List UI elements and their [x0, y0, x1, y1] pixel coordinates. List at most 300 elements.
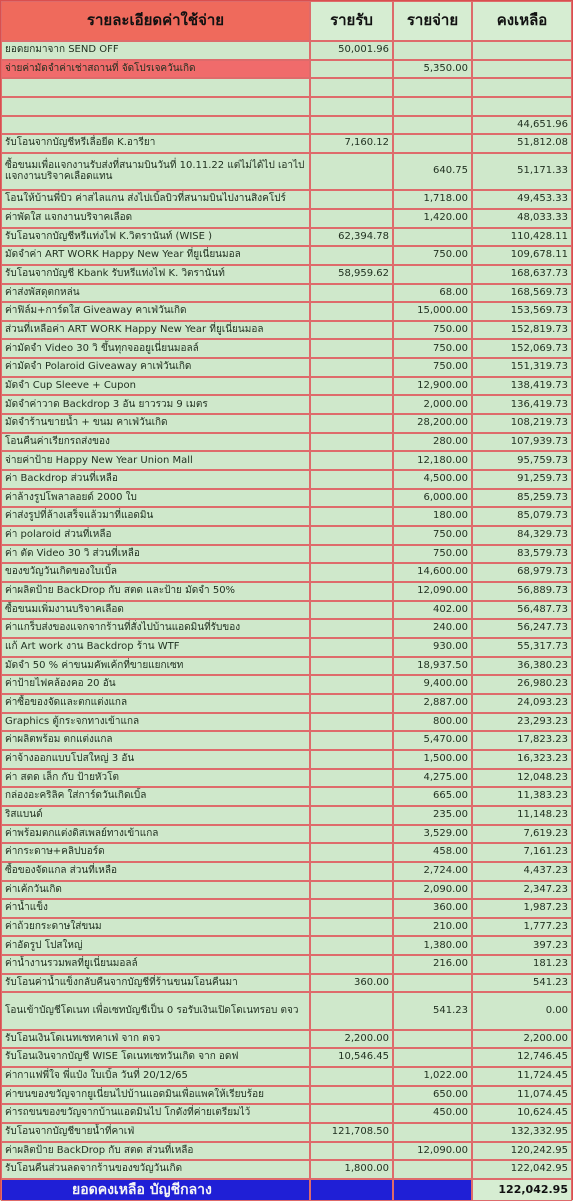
row-income [310, 78, 393, 97]
row-balance: 168,569.73 [472, 284, 572, 303]
row-expense: 12,180.00 [393, 451, 472, 470]
row-income [310, 153, 393, 190]
row-expense: 750.00 [393, 246, 472, 265]
row-balance: 12,746.45 [472, 1048, 572, 1067]
row-expense: 2,887.00 [393, 694, 472, 713]
table-row [1, 78, 572, 97]
row-income [310, 881, 393, 900]
row-expense: 750.00 [393, 321, 472, 340]
row-expense: 12,900.00 [393, 377, 472, 396]
row-balance: 1,777.23 [472, 918, 572, 937]
row-expense: 14,600.00 [393, 563, 472, 582]
row-income [310, 769, 393, 788]
row-income: 50,001.96 [310, 41, 393, 60]
row-balance: 153,569.73 [472, 302, 572, 321]
table-row [1, 1123, 572, 1142]
row-income [310, 116, 393, 135]
row-description: ริสแบนด์ [1, 806, 310, 825]
table-row [1, 41, 572, 60]
table-row [1, 1104, 572, 1123]
row-expense: 210.00 [393, 918, 472, 937]
table-row [1, 470, 572, 489]
row-income: 2,200.00 [310, 1030, 393, 1049]
row-expense: 4,500.00 [393, 470, 472, 489]
row-expense: 240.00 [393, 619, 472, 638]
row-income [310, 507, 393, 526]
row-description: มัดจำร้านขายน้ำ + ขนม คาเฟ่วันเกิด [1, 414, 310, 433]
row-description: ค่ามัดจำ Polaroid Giveaway คาเฟ่วันเกิด [1, 358, 310, 377]
row-balance: 49,453.33 [472, 190, 572, 209]
row-income [310, 451, 393, 470]
row-balance: 56,487.73 [472, 601, 572, 620]
table-row [1, 60, 572, 79]
row-income [310, 899, 393, 918]
table-row [1, 881, 572, 900]
row-description: ค่าส่งพัสดุตกหล่น [1, 284, 310, 303]
row-income [310, 1104, 393, 1123]
row-expense: 280.00 [393, 433, 472, 452]
row-description: ค่าส่งรูปที่ล้างเสร็จแล้วมาที่แอดมิน [1, 507, 310, 526]
row-income [310, 1086, 393, 1105]
table-row [1, 284, 572, 303]
row-income [310, 339, 393, 358]
table-row [1, 563, 572, 582]
row-description: ค่าฟิล์ม+การ์ดใส Giveaway คาเฟ่วันเกิด [1, 302, 310, 321]
table-row [1, 414, 572, 433]
row-expense: 650.00 [393, 1086, 472, 1105]
row-description: ค่ารถขนของขวัญจากบ้านแอดมินไป โกดังที่ค่ายเตรียมไว้ [1, 1104, 310, 1123]
row-income [310, 284, 393, 303]
table-row [1, 116, 572, 135]
table-row [1, 1160, 572, 1179]
row-balance: 181.23 [472, 955, 572, 974]
row-balance: 83,579.73 [472, 545, 572, 564]
row-description: มัดจำ Cup Sleeve + Cupon [1, 377, 310, 396]
row-income: 58,959.62 [310, 265, 393, 284]
row-description: รับโอนจากบัญชีหรีเลื่อยีด K.อารียา [1, 134, 310, 153]
row-balance [472, 41, 572, 60]
row-description: มัดจำค่า ART WORK Happy New Year ที่ยูเนี่ยนมอล [1, 246, 310, 265]
table-row [1, 153, 572, 190]
row-balance: 56,247.73 [472, 619, 572, 638]
table-row [1, 265, 572, 284]
row-description: ค่า ตัด Video 30 วิ ส่วนที่เหลือ [1, 545, 310, 564]
row-expense: 5,470.00 [393, 731, 472, 750]
row-description: มัดจำค่าวาด Backdrop 3 อัน ยาวรวม 9 เมตร [1, 395, 310, 414]
table-row [1, 489, 572, 508]
row-expense [393, 134, 472, 153]
row-balance: 55,317.73 [472, 638, 572, 657]
table-row [1, 713, 572, 732]
row-income [310, 563, 393, 582]
row-balance: 0.00 [472, 992, 572, 1029]
row-expense: 1,022.00 [393, 1067, 472, 1086]
row-balance: 4,437.23 [472, 862, 572, 881]
row-expense: 2,090.00 [393, 881, 472, 900]
row-description: ซื้อของจัดแกล ส่วนที่เหลือ [1, 862, 310, 881]
row-income [310, 694, 393, 713]
row-balance: 17,823.23 [472, 731, 572, 750]
row-expense [393, 1030, 472, 1049]
row-balance: 108,219.73 [472, 414, 572, 433]
table-row [1, 843, 572, 862]
row-expense [393, 1123, 472, 1142]
row-balance: 85,079.73 [472, 507, 572, 526]
row-description: ส่วนที่เหลือค่า ART WORK Happy New Year ที่ยูเนี่ยนมอล [1, 321, 310, 340]
row-expense: 68.00 [393, 284, 472, 303]
table-row [1, 769, 572, 788]
table-row [1, 358, 572, 377]
row-income [310, 657, 393, 676]
row-income [310, 358, 393, 377]
row-description: โอนเข้าบัญชีโดเนท เพื่อเซทบัญชีเป็น 0 รอรับเงินเปิดโดเนทรอบ ตจว [1, 992, 310, 1029]
table-row [1, 936, 572, 955]
row-income [310, 302, 393, 321]
table-row [1, 657, 572, 676]
row-income [310, 806, 393, 825]
row-expense [393, 78, 472, 97]
row-expense: 235.00 [393, 806, 472, 825]
row-income: 360.00 [310, 974, 393, 993]
row-description: ค่าผลิตป้าย BackDrop กับ สตด และป้าย มัดจำ 50% [1, 582, 310, 601]
row-balance: 11,383.23 [472, 787, 572, 806]
row-expense: 750.00 [393, 358, 472, 377]
row-income [310, 750, 393, 769]
row-expense [393, 228, 472, 247]
row-expense: 458.00 [393, 843, 472, 862]
table-row [1, 601, 572, 620]
row-balance: 10,624.45 [472, 1104, 572, 1123]
row-income [310, 843, 393, 862]
row-expense: 750.00 [393, 339, 472, 358]
row-income: 121,708.50 [310, 1123, 393, 1142]
row-income [310, 955, 393, 974]
header-income: รายรับ [310, 1, 393, 41]
row-description: ค่าล้างรูปโพลาลอยด์ 2000 ใบ [1, 489, 310, 508]
row-income [310, 377, 393, 396]
header-description: รายละเอียดค่าใช้จ่าย [1, 1, 310, 41]
row-description: รับโอนเงินจากบัญชี WISE โดเนทเซทวันเกิด จาก อดฟ [1, 1048, 310, 1067]
row-expense: 12,090.00 [393, 582, 472, 601]
table-row [1, 433, 572, 452]
table-row [1, 619, 572, 638]
table-row [1, 1142, 572, 1161]
row-expense: 665.00 [393, 787, 472, 806]
row-balance: 136,419.73 [472, 395, 572, 414]
row-balance: 1,987.23 [472, 899, 572, 918]
row-description: โอนให้บ้านพี่บิว ค่าสไลแกน ส่งไปเบิ้ลบิวที่สนามบินไปงานสิงคโปร์ [1, 190, 310, 209]
row-balance: 24,093.23 [472, 694, 572, 713]
row-balance: 7,619.23 [472, 825, 572, 844]
row-description: ค่าผลิตพร้อม ตกแต่งแกล [1, 731, 310, 750]
table-row [1, 731, 572, 750]
row-expense: 1,718.00 [393, 190, 472, 209]
row-balance: 95,759.73 [472, 451, 572, 470]
row-balance: 16,323.23 [472, 750, 572, 769]
row-balance: 541.23 [472, 974, 572, 993]
row-income: 7,160.12 [310, 134, 393, 153]
table-row [1, 955, 572, 974]
table-row [1, 1067, 572, 1086]
row-income [310, 209, 393, 228]
table-row [1, 134, 572, 153]
row-expense: 800.00 [393, 713, 472, 732]
row-income [310, 489, 393, 508]
row-expense: 750.00 [393, 526, 472, 545]
row-description: จ่ายค่าป้าย Happy New Year Union Mall [1, 451, 310, 470]
row-balance: 152,069.73 [472, 339, 572, 358]
table-row [1, 302, 572, 321]
row-income: 1,800.00 [310, 1160, 393, 1179]
table-row [1, 507, 572, 526]
row-balance: 110,428.11 [472, 228, 572, 247]
row-balance: 48,033.33 [472, 209, 572, 228]
row-expense: 6,000.00 [393, 489, 472, 508]
footer-spacer-2 [393, 1179, 472, 1201]
row-expense: 18,937.50 [393, 657, 472, 676]
table-row [1, 638, 572, 657]
row-expense [393, 41, 472, 60]
row-description: กล่องอะคริลิค ใส่การ์ดวันเกิดเบิ้ล [1, 787, 310, 806]
row-balance: 2,347.23 [472, 881, 572, 900]
table-row [1, 1086, 572, 1105]
table-row [1, 806, 572, 825]
row-income [310, 321, 393, 340]
row-description: ค่าพัดใส แจกงานบริจาคเลือด [1, 209, 310, 228]
row-expense: 1,420.00 [393, 209, 472, 228]
row-description: ค่า สตด เล็ก กับ ป้ายหัวโต [1, 769, 310, 788]
row-expense: 28,200.00 [393, 414, 472, 433]
row-expense: 4,275.00 [393, 769, 472, 788]
row-income [310, 675, 393, 694]
row-description: ค่าผลิตป้าย BackDrop กับ สตด ส่วนที่เหลือ [1, 1142, 310, 1161]
row-description: รับโอนคืนส่วนลดจากร้านของขวัญวันเกิด [1, 1160, 310, 1179]
row-balance: 132,332.95 [472, 1123, 572, 1142]
table-row [1, 992, 572, 1029]
table-row [1, 1030, 572, 1049]
row-income [310, 414, 393, 433]
row-description: ค่าน้ำแข็ง [1, 899, 310, 918]
table-row [1, 675, 572, 694]
table-row [1, 694, 572, 713]
row-balance: 56,889.73 [472, 582, 572, 601]
row-income: 10,546.45 [310, 1048, 393, 1067]
row-description: โอนคืนค่าเรียกรถส่งของ [1, 433, 310, 452]
row-description: รับโอนจากบัญชี Kbank รับหรีแท่งไฟ K. วิตรานันท์ [1, 265, 310, 284]
row-balance [472, 78, 572, 97]
row-income [310, 601, 393, 620]
table-row [1, 974, 572, 993]
row-description: รับโอนเงินโดเนทเซทคาเฟ่ จาก ตจว [1, 1030, 310, 1049]
row-balance: 138,419.73 [472, 377, 572, 396]
row-description: Graphics ตู้กระจกทางเข้าแกล [1, 713, 310, 732]
row-balance: 397.23 [472, 936, 572, 955]
row-description: ค่าเค้กวันเกิด [1, 881, 310, 900]
row-balance: 11,148.23 [472, 806, 572, 825]
row-expense: 360.00 [393, 899, 472, 918]
row-balance: 107,939.73 [472, 433, 572, 452]
table-row [1, 899, 572, 918]
row-income [310, 582, 393, 601]
row-description: รับโอนจากบัญชีหรีแท่งไฟ K.วิตรานันท์ (WISE ) [1, 228, 310, 247]
row-income [310, 619, 393, 638]
row-income [310, 787, 393, 806]
header-balance: คงเหลือ [472, 1, 572, 41]
row-description: ค่าถ้วยกระดาษใส่ขนม [1, 918, 310, 937]
footer-row [1, 1179, 572, 1201]
row-expense: 450.00 [393, 1104, 472, 1123]
row-income [310, 433, 393, 452]
row-description: ค่า polaroid ส่วนที่เหลือ [1, 526, 310, 545]
row-expense [393, 1160, 472, 1179]
row-expense [393, 97, 472, 116]
row-income [310, 60, 393, 79]
table-row [1, 862, 572, 881]
table-row [1, 209, 572, 228]
table-row [1, 451, 572, 470]
row-expense: 2,724.00 [393, 862, 472, 881]
table-row [1, 526, 572, 545]
row-expense [393, 265, 472, 284]
table-row [1, 339, 572, 358]
row-balance [472, 60, 572, 79]
row-description: ค่าน้ำงานรวมพลที่ยูเนี่ยนมอลล์ [1, 955, 310, 974]
table-row [1, 228, 572, 247]
row-description: ค่าจ้างออกแบบโปสใหญ่ 3 อัน [1, 750, 310, 769]
row-expense: 541.23 [393, 992, 472, 1029]
row-expense: 1,380.00 [393, 936, 472, 955]
row-description: ค่าขนของขวัญจากยูเนี่ยนไปบ้านแอดมินเพื่อแพคให้เรียบร้อย [1, 1086, 310, 1105]
row-balance: 84,329.73 [472, 526, 572, 545]
row-description: ของขวัญวันเกิดของใบเบิ้ล [1, 563, 310, 582]
table-row [1, 545, 572, 564]
row-income [310, 246, 393, 265]
row-balance: 12,048.23 [472, 769, 572, 788]
table-row [1, 750, 572, 769]
row-description: ค่ากาแฟพี่ใจ พี่แป๋ง ใบเบิ้ล วันที่ 20/12/65 [1, 1067, 310, 1086]
row-income [310, 918, 393, 937]
row-income [310, 1067, 393, 1086]
row-balance: 11,074.45 [472, 1086, 572, 1105]
row-balance [472, 97, 572, 116]
row-description: ค่าพร้อมตกแต่งดิสเพลย์ทางเข้าแกล [1, 825, 310, 844]
row-income [310, 545, 393, 564]
row-balance: 51,812.08 [472, 134, 572, 153]
row-expense [393, 1048, 472, 1067]
row-balance: 51,171.33 [472, 153, 572, 190]
row-balance: 11,724.45 [472, 1067, 572, 1086]
header-row [1, 1, 572, 41]
row-expense: 9,400.00 [393, 675, 472, 694]
row-income [310, 1142, 393, 1161]
row-balance: 152,819.73 [472, 321, 572, 340]
row-balance: 151,319.73 [472, 358, 572, 377]
table-row [1, 321, 572, 340]
row-income [310, 190, 393, 209]
table-row [1, 190, 572, 209]
row-description: ยอดยกมาจาก SEND OFF [1, 41, 310, 60]
row-income: 62,394.78 [310, 228, 393, 247]
footer-spacer-1 [310, 1179, 393, 1201]
table-row [1, 246, 572, 265]
row-balance: 68,979.73 [472, 563, 572, 582]
row-description: รับโอนจากบัญชีขายน้ำที่คาเฟ่ [1, 1123, 310, 1142]
row-balance: 91,259.73 [472, 470, 572, 489]
table-row [1, 918, 572, 937]
row-income [310, 470, 393, 489]
row-description [1, 78, 310, 97]
row-description: ค่ามัดจำ Video 30 วิ ขึ้นทุกจออยูเนี่ยนมอลล์ [1, 339, 310, 358]
row-expense: 3,529.00 [393, 825, 472, 844]
row-balance: 23,293.23 [472, 713, 572, 732]
row-expense: 2,000.00 [393, 395, 472, 414]
row-income [310, 97, 393, 116]
row-income [310, 731, 393, 750]
row-expense: 640.75 [393, 153, 472, 190]
row-balance: 109,678.11 [472, 246, 572, 265]
footer-label: ยอดคงเหลือ บัญชีกลาง [1, 1179, 310, 1201]
row-expense: 402.00 [393, 601, 472, 620]
table-row [1, 787, 572, 806]
row-balance: 7,161.23 [472, 843, 572, 862]
row-description: ค่าซื้อของจัดและตกแต่งแกล [1, 694, 310, 713]
row-balance: 85,259.73 [472, 489, 572, 508]
row-description: ค่าอัดรูป โปสใหญ่ [1, 936, 310, 955]
row-balance: 122,042.95 [472, 1160, 572, 1179]
row-description: รับโอนค่าน้ำแข็งกลับคืนจากบัญชีที่ร้านขนมโอนคืนมา [1, 974, 310, 993]
header-expense: รายจ่าย [393, 1, 472, 41]
row-expense: 15,000.00 [393, 302, 472, 321]
row-income [310, 936, 393, 955]
row-balance: 36,380.23 [472, 657, 572, 676]
table-row [1, 377, 572, 396]
table-row [1, 582, 572, 601]
row-description [1, 97, 310, 116]
row-description: มัดจำ 50 % ค่าขนมคัพเค้กที่ขายแยกเซท [1, 657, 310, 676]
row-description: ค่า Backdrop ส่วนที่เหลือ [1, 470, 310, 489]
row-income [310, 713, 393, 732]
row-description: ค่าแกร็บส่งของแจกจากร้านที่สั่งไปบ้านแอดมินที่รับของ [1, 619, 310, 638]
row-balance: 44,651.96 [472, 116, 572, 135]
row-income [310, 862, 393, 881]
row-expense [393, 974, 472, 993]
row-income [310, 638, 393, 657]
row-description: จ่ายค่ามัดจำค่าเช่าสถานที่ จัดโปรเจควันเกิด [1, 60, 310, 79]
row-balance: 120,242.95 [472, 1142, 572, 1161]
row-balance: 26,980.23 [472, 675, 572, 694]
row-description: ซื้อขนมเพิ่มงานบริจาคเลือด [1, 601, 310, 620]
row-expense: 5,350.00 [393, 60, 472, 79]
table-row [1, 825, 572, 844]
row-balance: 168,637.73 [472, 265, 572, 284]
footer-total: 122,042.95 [472, 1179, 572, 1201]
table-row [1, 97, 572, 116]
row-balance: 2,200.00 [472, 1030, 572, 1049]
row-income [310, 526, 393, 545]
row-income [310, 992, 393, 1029]
row-description: แก้ Art work งาน Backdrop ร้าน WTF [1, 638, 310, 657]
table-row [1, 395, 572, 414]
row-description: ค่าป้ายไฟคล้องคอ 20 อัน [1, 675, 310, 694]
row-expense: 216.00 [393, 955, 472, 974]
row-expense: 180.00 [393, 507, 472, 526]
row-expense: 750.00 [393, 545, 472, 564]
row-expense: 1,500.00 [393, 750, 472, 769]
row-income [310, 395, 393, 414]
row-description [1, 116, 310, 135]
row-expense [393, 116, 472, 135]
row-expense: 930.00 [393, 638, 472, 657]
